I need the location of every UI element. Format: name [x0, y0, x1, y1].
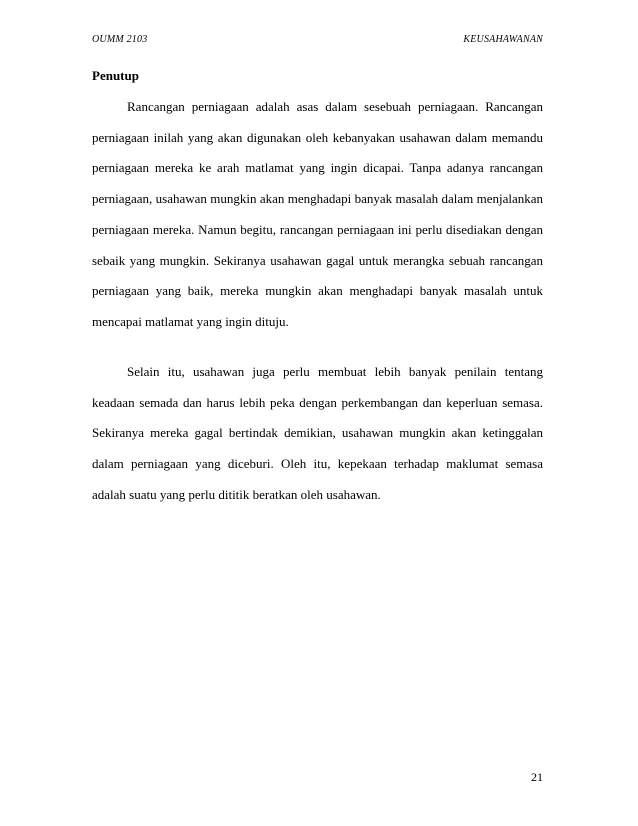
course-name: KEUSAHAWANAN: [463, 34, 543, 45]
page-number: 21: [531, 770, 543, 784]
course-code: OUMM 2103: [92, 34, 148, 45]
paragraph-1: Rancangan perniagaan adalah asas dalam sesebuah perniagaan. Rancangan perniagaan inilah yang akan digunakan oleh kebanyakan usahawan dalam memandu perniagaan mereka ke arah matlamat yang ingin dicapai. Tanpa adanya rancangan perniagaan, usahawan mungkin akan menghadapi banyak masalah dalam menjalankan perniagaan mereka. Namun begitu, rancangan perniagaan ini perlu disediakan dengan sebaik yang mungkin. Sekiranya usahawan gagal untuk merangka sebuah rancangan perniagaan yang baik, mereka mungkin akan menghadapi banyak masalah untuk mencapai matlamat yang ingin dituju.: [92, 99, 543, 329]
section-title: Penutup: [92, 68, 139, 83]
paragraph-2: Selain itu, usahawan juga perlu membuat lebih banyak penilain tentang keadaan semada dan harus lebih peka dengan perkembangan dan keperluan semasa. Sekiranya mereka gagal bertindak demikian, usahawan mungkin akan ketinggalan dalam perniagaan yang diceburi. Oleh itu, kepekaan terhadap maklumat semasa adalah suatu yang perlu dititik beratkan oleh usahawan.: [92, 364, 543, 502]
